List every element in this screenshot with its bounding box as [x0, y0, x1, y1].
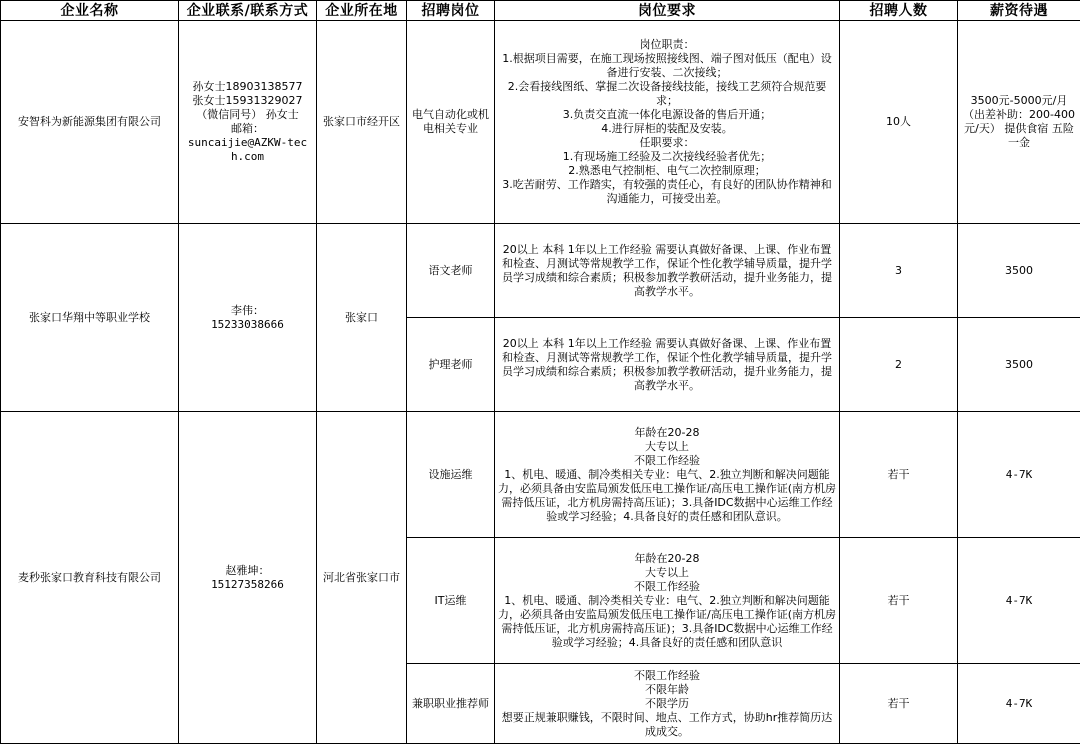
requirement-line: 大专以上: [645, 439, 689, 453]
company-name: 安智科为新能源集团有限公司: [1, 21, 179, 224]
job-title: 设施运维: [407, 412, 495, 538]
company-contact: [179, 21, 317, 224]
job-count: 10人: [840, 21, 958, 224]
contact-phone: 15127358266: [211, 577, 284, 591]
contact-line: 孙女士18903138577: [192, 80, 303, 93]
job-title: 兼职职业推荐师: [407, 664, 495, 744]
company-location: 张家口: [317, 224, 407, 412]
requirement-line: 不限工作经验: [634, 579, 700, 593]
job-salary: 3500: [958, 224, 1080, 318]
requirement-line: 大专以上: [645, 565, 689, 579]
job-salary: 3500元-5000元/月（出差补助：200-400元/天） 提供食宿 五险一金: [958, 21, 1080, 224]
contact-line: 李伟：: [231, 303, 264, 317]
requirement-line: 想要正规兼职赚钱，不限时间、地点、工作方式，协助hr推荐简历达成成交。: [501, 710, 833, 738]
job-salary: 4-7K: [958, 538, 1080, 664]
job-count: 3: [840, 224, 958, 318]
header-location: 企业所在地: [317, 1, 407, 21]
header-company: 企业名称: [1, 1, 179, 21]
job-requirements: [495, 412, 840, 538]
company-location: 张家口市经开区: [317, 21, 407, 224]
requirement-line: 年龄在20-28: [634, 551, 700, 565]
job-title: IT运维: [407, 538, 495, 664]
job-count: 若干: [840, 664, 958, 744]
contact-line: 张女士15931329027（微信同号） 孙女士: [192, 94, 303, 121]
job-title: 护理老师: [407, 318, 495, 412]
requirement-line: 20以上 本科 1年以上工作经验 需要认真做好备课、上课、作业布置和检查、月测试等常规教学工作，保证个性化教学辅导质量，提升学员学习成绩和综合素质；积极参加教学教研活动，提升业务能力，提高教学水平。: [502, 242, 832, 298]
job-requirements: [495, 664, 840, 744]
requirement-line: 20以上 本科 1年以上工作经验 需要认真做好备课、上课、作业布置和检查、月测试等常规教学工作，保证个性化教学辅导质量，提升学员学习成绩和综合素质；积极参加教学教研活动，提升业务能力，提高教学水平。: [502, 336, 832, 392]
contact-email: suncaijie@AZKW-tech.com: [187, 136, 308, 163]
contact-line: 赵雅坤：: [225, 563, 270, 577]
company-location: 河北省张家口市: [317, 412, 407, 744]
job-title: 电气自动化或机电相关专业: [407, 21, 495, 224]
requirement-line: 1、机电、暖通、制冷类相关专业：电气、2.独立判断和解决问题能力，必须具备由安监局颁发低压电工操作证/高压电工操作证(南方机房需持低压证，北方机房需持高压证)；3.具备IDC数据中心运维工作经验或学习经验；4.具备良好的责任感和团队意识: [498, 593, 836, 649]
requirement-line: 不限工作经验: [634, 668, 700, 682]
job-salary: 4-7K: [958, 412, 1080, 538]
header-contact: 企业联系/联系方式: [179, 1, 317, 21]
requirement-line: 不限学历: [645, 696, 689, 710]
header-requirements: 岗位要求: [495, 1, 840, 21]
contact-line: 邮箱：: [231, 122, 264, 135]
requirement-line: 3.吃苦耐劳、工作踏实，有较强的责任心，有良好的团队协作精神和沟通能力，可接受出差。: [502, 178, 832, 205]
requirement-line: 4.进行屏柜的装配及安装。: [601, 122, 733, 135]
company-name: 麦秒张家口教育科技有限公司: [1, 412, 179, 744]
job-count: 若干: [840, 538, 958, 664]
requirement-line: 3.负责交直流一体化电源设备的售后开通；: [562, 108, 772, 121]
job-count: 若干: [840, 412, 958, 538]
requirement-line: 年龄在20-28: [634, 425, 700, 439]
requirement-line: 1、机电、暖通、制冷类相关专业：电气、2.独立判断和解决问题能力，必须具备由安监局颁发低压电工操作证/高压电工操作证(南方机房需持低压证，北方机房需持高压证)；3.具备IDC数据中心运维工作经验或学习经验；4.具备良好的责任感和团队意识。: [498, 467, 836, 523]
job-count: 2: [840, 318, 958, 412]
job-requirements: [495, 21, 840, 224]
requirement-line: 1.根据项目需要，在施工现场按照接线图、端子图对低压（配电）设备进行安装、二次接线；: [502, 52, 832, 79]
header-count: 招聘人数: [840, 1, 958, 21]
requirement-line: 任职要求：: [639, 136, 695, 149]
requirement-line: 2.熟悉电气控制柜、电气二次控制原理；: [568, 164, 766, 177]
requirement-line: 岗位职责：: [639, 38, 695, 51]
job-title: 语文老师: [407, 224, 495, 318]
job-requirements: [495, 318, 840, 412]
requirement-line: 2.会看接线图纸、掌握二次设备接线技能，接线工艺须符合规范要求；: [507, 80, 827, 107]
requirement-line: 1.有现场施工经验及二次接线经验者优先；: [562, 150, 772, 163]
table-row: [1, 21, 1080, 224]
requirement-line: 不限年龄: [645, 682, 689, 696]
job-salary: 3500: [958, 318, 1080, 412]
company-contact: [179, 224, 317, 412]
header-salary: 薪资待遇: [958, 1, 1080, 21]
job-requirements: [495, 224, 840, 318]
table-row: [1, 412, 1080, 538]
job-requirements: [495, 538, 840, 664]
header-row: [1, 1, 1080, 21]
company-name: 张家口华翔中等职业学校: [1, 224, 179, 412]
requirement-line: 不限工作经验: [634, 453, 700, 467]
company-contact: [179, 412, 317, 744]
contact-phone: 15233038666: [211, 317, 284, 331]
header-position: 招聘岗位: [407, 1, 495, 21]
table-row: [1, 224, 1080, 318]
job-salary: 4-7K: [958, 664, 1080, 744]
